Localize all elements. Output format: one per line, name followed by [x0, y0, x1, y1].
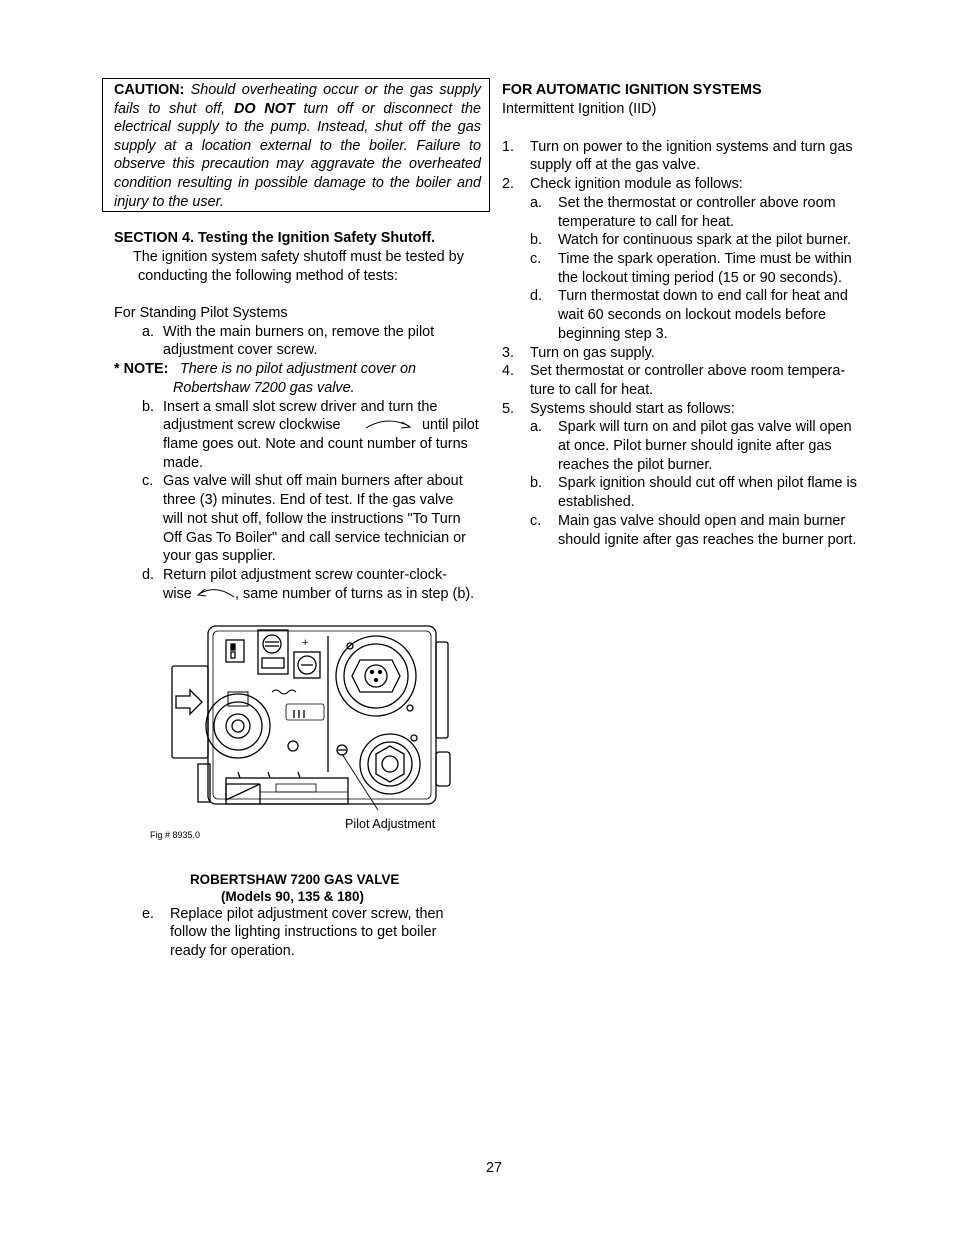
- step-c-line-4: Off Gas To Boiler" and call service technician or: [163, 530, 466, 546]
- caution-text-2: turn off or disconnect the electrical supply to the pump. Instead, shut off the gas supply at a location external to the boiler. Failure to observe this precaution may aggravate the overheated condition resulting in possible damage to the boiler and injury to the user.: [114, 100, 482, 210]
- caution-do-not: DO NOT: [233, 100, 295, 117]
- auto-step-2d-line-3: beginning step 3.: [558, 326, 668, 342]
- auto-step-2d-line-1: Turn thermostat down to end call for heat and: [558, 288, 848, 304]
- step-c-marker: c.: [142, 473, 154, 489]
- step-d-line-2b: , same number of turns as in step (b).: [235, 586, 475, 602]
- step-e-line-3: ready for operation.: [170, 943, 295, 959]
- auto-step-5a-line-1: Spark will turn on and pilot gas valve will open: [558, 419, 852, 435]
- clockwise-arrow-icon: [363, 416, 415, 432]
- step-c-line-1: Gas valve will shut off main burners after about: [163, 473, 463, 489]
- figure-caption-title: ROBERTSHAW 7200 GAS VALVE: [190, 872, 400, 887]
- step-d-marker: d.: [142, 567, 155, 583]
- caution-label: CAUTION:: [114, 82, 185, 98]
- auto-step-5b-marker: b.: [530, 475, 543, 491]
- step-c-line-2: three (3) minutes. End of test. If the gas valve: [163, 492, 454, 508]
- auto-step-2a-line-2: temperature to call for heat.: [558, 214, 734, 230]
- caution-text-1: Should overheating occur or the gas supply fails to shut off,: [114, 82, 482, 117]
- auto-step-5-line: Systems should start as follows:: [530, 401, 735, 417]
- auto-step-2d-line-2: wait 60 seconds on lockout models before: [558, 307, 826, 323]
- page-number: 27: [486, 1160, 503, 1176]
- caution-box: [102, 78, 490, 212]
- auto-step-2a-line-1: Set the thermostat or controller above room: [558, 195, 836, 211]
- auto-step-5c-line-1: Main gas valve should open and main burner: [558, 513, 846, 529]
- figure-plus-mark: +: [302, 637, 309, 649]
- auto-step-2d-marker: d.: [530, 288, 543, 304]
- auto-step-5c-line-2: should ignite after gas reaches the burner port.: [558, 532, 857, 548]
- section4-intro-2: conducting the following method of tests:: [138, 268, 398, 284]
- step-b-line-4: made.: [163, 455, 203, 471]
- step-b-line-2b: until pilot: [422, 417, 479, 433]
- auto-step-5a-line-2: at once. Pilot burner should ignite after gas: [558, 438, 832, 454]
- gas-valve-drawing: [168, 622, 468, 822]
- figure-callout: Pilot Adjustment: [345, 817, 436, 831]
- auto-step-4-line-1: Set thermostat or controller above room tempera-: [530, 363, 846, 379]
- auto-step-5a-marker: a.: [530, 419, 543, 435]
- auto-step-2b-line-1: Watch for continuous spark at the pilot burner.: [558, 232, 852, 248]
- step-e-marker: e.: [142, 906, 155, 922]
- note-line-1: There is no pilot adjustment cover on: [180, 361, 416, 377]
- section4-intro-1: The ignition system safety shutoff must be tested by: [133, 249, 464, 265]
- auto-step-2c-line-2: the lockout timing period (15 or 90 seconds).: [558, 270, 842, 286]
- counterclockwise-arrow-icon: [196, 585, 236, 601]
- auto-step-2a-marker: a.: [530, 195, 543, 211]
- step-c-line-3: will not shut off, follow the instructions "To Turn: [163, 511, 461, 527]
- auto-step-1-line-1: Turn on power to the ignition systems and turn gas: [530, 139, 853, 155]
- step-e-line-2: follow the lighting instructions to get boiler: [170, 924, 437, 940]
- step-b-line-3: flame goes out. Note and count number of turns: [163, 436, 468, 452]
- section4-heading: SECTION 4. Testing the Ignition Safety Shutoff.: [114, 230, 436, 246]
- auto-step-4-line-2: ture to call for heat.: [530, 382, 654, 398]
- auto-step-5b-line-2: established.: [558, 494, 635, 510]
- auto-step-5-num: 5.: [502, 401, 515, 417]
- step-a-marker: a.: [142, 324, 155, 340]
- auto-step-2-num: 2.: [502, 176, 515, 192]
- note-line-2: Robertshaw 7200 gas valve.: [173, 380, 355, 396]
- auto-step-2c-marker: c.: [530, 251, 542, 267]
- step-a-line-2: adjustment cover screw.: [163, 342, 318, 358]
- automatic-subheading: Intermittent Ignition (IID): [502, 101, 657, 117]
- figure-number: Fig # 8935.0: [150, 830, 201, 840]
- step-a-line-1: With the main burners on, remove the pilot: [163, 324, 435, 340]
- auto-step-3-num: 3.: [502, 345, 515, 361]
- auto-step-1-line-2: supply off at the gas valve.: [530, 157, 701, 173]
- step-d-line-1: Return pilot adjustment screw counter-clock-: [163, 567, 447, 583]
- figure-caption-models: (Models 90, 135 & 180): [221, 889, 364, 904]
- step-b-marker: b.: [142, 399, 155, 415]
- step-b-line-1: Insert a small slot screw driver and turn the: [163, 399, 438, 415]
- auto-step-1-num: 1.: [502, 139, 515, 155]
- step-e-line-1: Replace pilot adjustment cover screw, then: [170, 906, 444, 922]
- auto-step-2b-marker: b.: [530, 232, 543, 248]
- automatic-heading: FOR AUTOMATIC IGNITION SYSTEMS: [502, 82, 762, 98]
- auto-step-4-num: 4.: [502, 363, 515, 379]
- auto-step-2-line: Check ignition module as follows:: [530, 176, 743, 192]
- standing-pilot-heading: For Standing Pilot Systems: [114, 305, 288, 321]
- auto-step-5c-marker: c.: [530, 513, 542, 529]
- auto-step-2c-line-1: Time the spark operation. Time must be within: [558, 251, 852, 267]
- auto-step-5a-line-3: reaches the pilot burner.: [558, 457, 713, 473]
- note-label: * NOTE:: [114, 361, 169, 377]
- step-b-line-2a: adjustment screw clockwise: [163, 417, 341, 433]
- step-d-line-2a: wise: [163, 586, 192, 602]
- auto-step-3-line: Turn on gas supply.: [530, 345, 655, 361]
- step-c-line-5: your gas supplier.: [163, 548, 276, 564]
- auto-step-5b-line-1: Spark ignition should cut off when pilot flame is: [558, 475, 857, 491]
